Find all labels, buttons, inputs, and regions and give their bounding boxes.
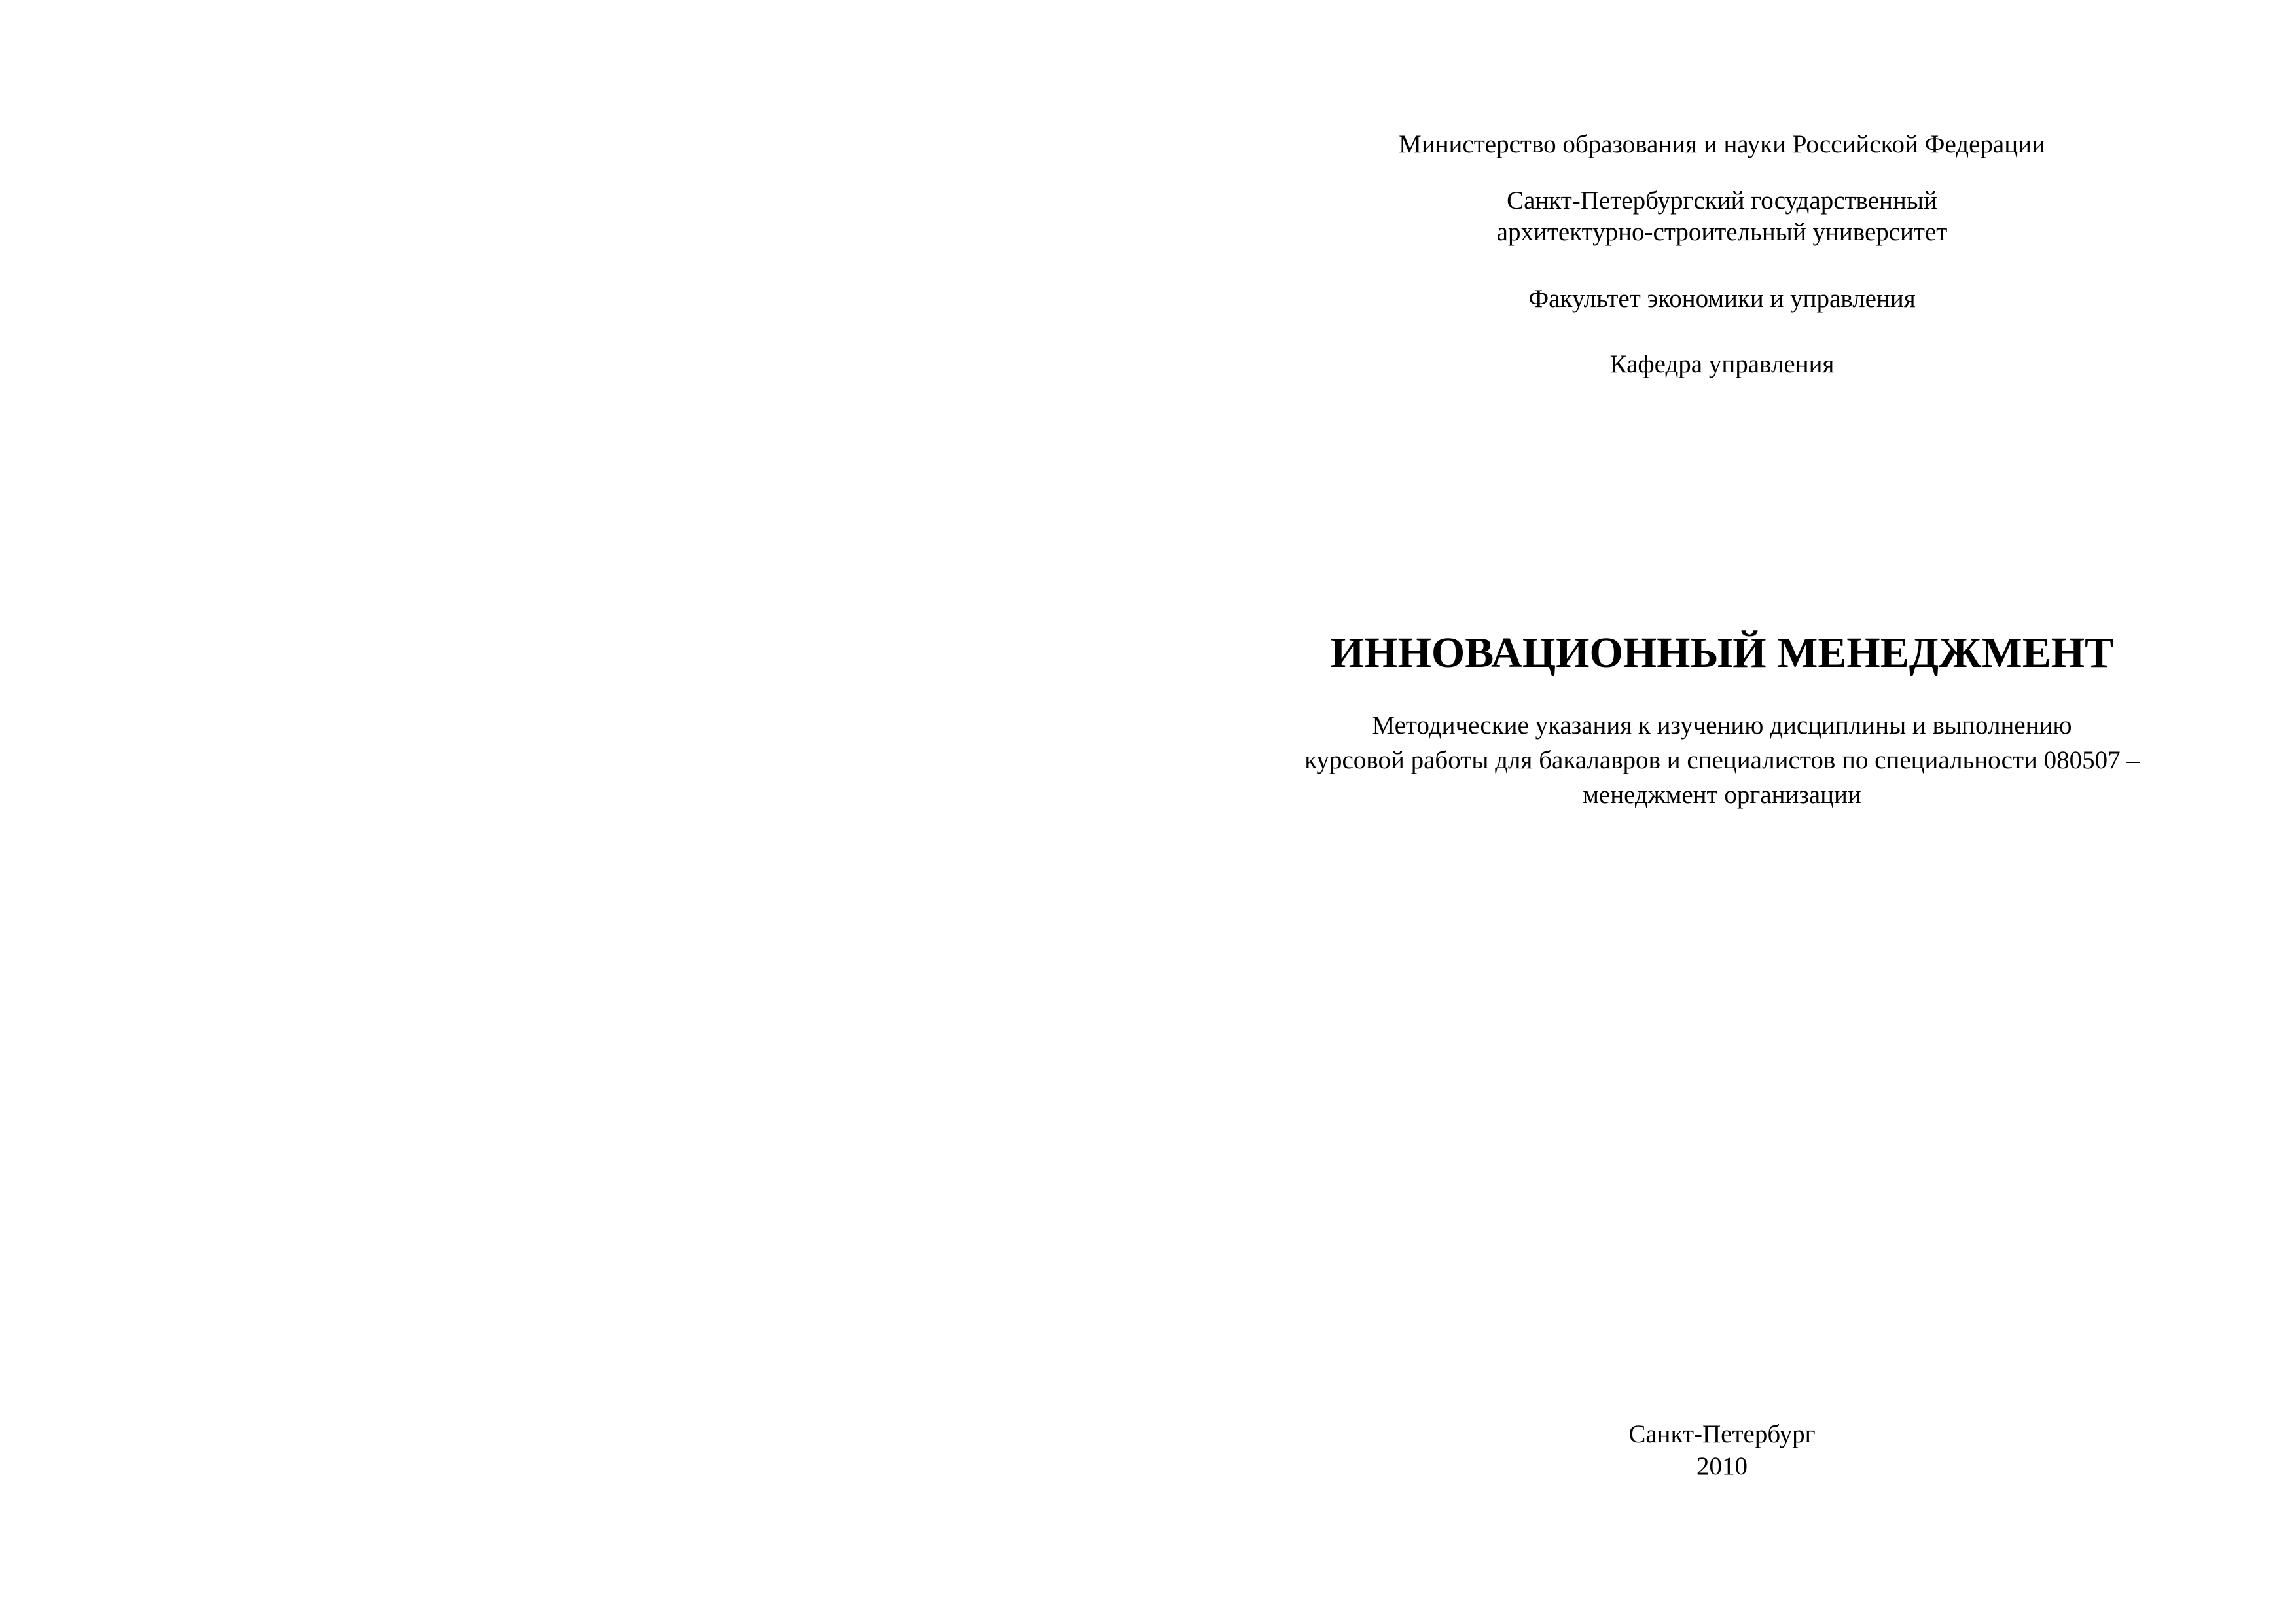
city-text: Санкт-Петербург xyxy=(1628,1420,1816,1448)
ministry-header xyxy=(1266,129,2178,160)
faculty-text: Факультет экономики и управления xyxy=(1528,285,1916,313)
publication-year xyxy=(1266,1451,2178,1482)
publication-city xyxy=(1266,1419,2178,1450)
university-line-1: Санкт-Петербургский государственный xyxy=(1507,187,1937,215)
department-name xyxy=(1266,349,2178,380)
university-line-2: архитектурно-строительный университет xyxy=(1496,218,1948,246)
subtitle-line-3: менеджмент организации xyxy=(1583,781,1861,809)
subtitle-line-1: Методические указания к изучению дисциплины и выполнению xyxy=(1372,711,2072,740)
subtitle-line-2: курсовой работы для бакалавров и специалистов по специальности 080507 – xyxy=(1304,746,2140,774)
document-title: ИННОВАЦИОННЫЙ МЕНЕДЖМЕНТ xyxy=(1330,629,2114,677)
university-name xyxy=(1266,185,2178,248)
faculty-name xyxy=(1266,283,2178,315)
department-text: Кафедра управления xyxy=(1609,350,1835,378)
year-text: 2010 xyxy=(1696,1452,1748,1480)
ministry-text: Министерство образования и науки Российской Федерации xyxy=(1399,130,2045,158)
title-page xyxy=(1148,0,2296,1623)
document-subtitle xyxy=(1266,708,2178,812)
